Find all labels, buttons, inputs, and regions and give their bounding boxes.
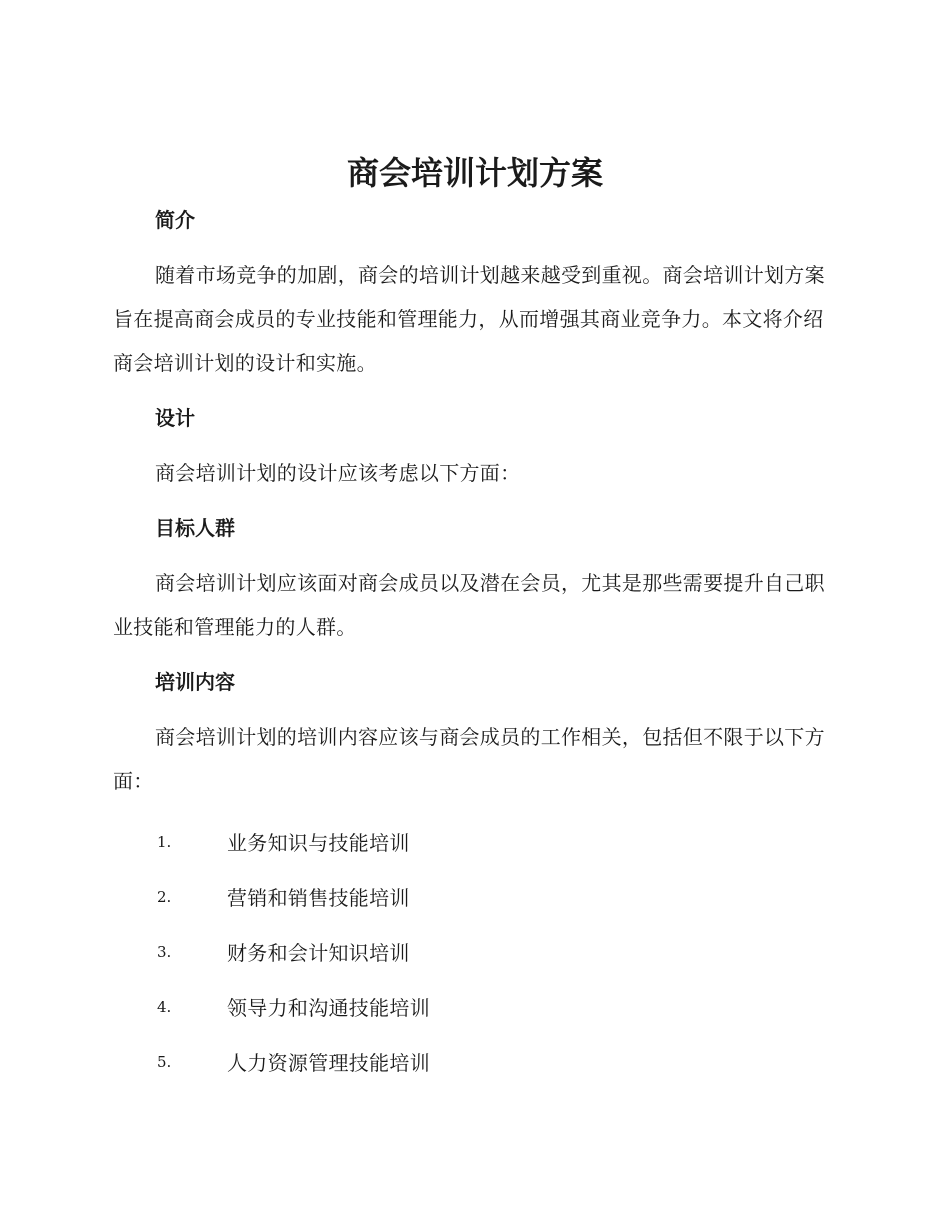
section-heading-intro: 简介 — [155, 208, 195, 232]
document-title: 商会培训计划方案 — [346, 154, 603, 192]
paragraph-intro: 随着市场竞争的加剧，商会的培训计划越来越受到重视。商会培训计划方案旨在提高商会成员的专业技能和管理能力，从而增强其商业竞争力。本文将介绍商会培训计划的设计和实施。 — [113, 263, 825, 375]
list-item — [113, 979, 833, 1034]
paragraph-design: 商会培训计划的设计应该考虑以下方面： — [155, 461, 521, 485]
list-item — [113, 1034, 833, 1089]
list-item — [113, 814, 833, 869]
list-item-number: 2. — [157, 887, 172, 906]
paragraph-content: 商会培训计划的培训内容应该与商会成员的工作相关，包括但不限于以下方面： — [113, 725, 825, 793]
list-item — [113, 924, 833, 979]
list-item-text: 人力资源管理技能培训 — [227, 1051, 430, 1075]
list-item-number: 1. — [157, 832, 172, 851]
list-item-text: 营销和销售技能培训 — [227, 886, 410, 910]
section-heading-content: 培训内容 — [155, 670, 235, 694]
paragraph-audience: 商会培训计划应该面对商会成员以及潜在会员，尤其是那些需要提升自己职业技能和管理能力的人群。 — [113, 571, 825, 639]
list-item-text: 领导力和沟通技能培训 — [227, 996, 430, 1020]
list-item-number: 4. — [157, 997, 172, 1016]
section-heading-audience: 目标人群 — [155, 516, 235, 540]
list-item-number: 3. — [157, 942, 172, 961]
list-item — [113, 869, 833, 924]
training-content-list — [113, 814, 833, 1089]
list-item-text: 财务和会计知识培训 — [227, 941, 410, 965]
section-heading-design: 设计 — [155, 406, 195, 430]
list-item-text: 业务知识与技能培训 — [227, 831, 410, 855]
document-body — [113, 198, 833, 1089]
list-item-number: 5. — [157, 1052, 172, 1071]
